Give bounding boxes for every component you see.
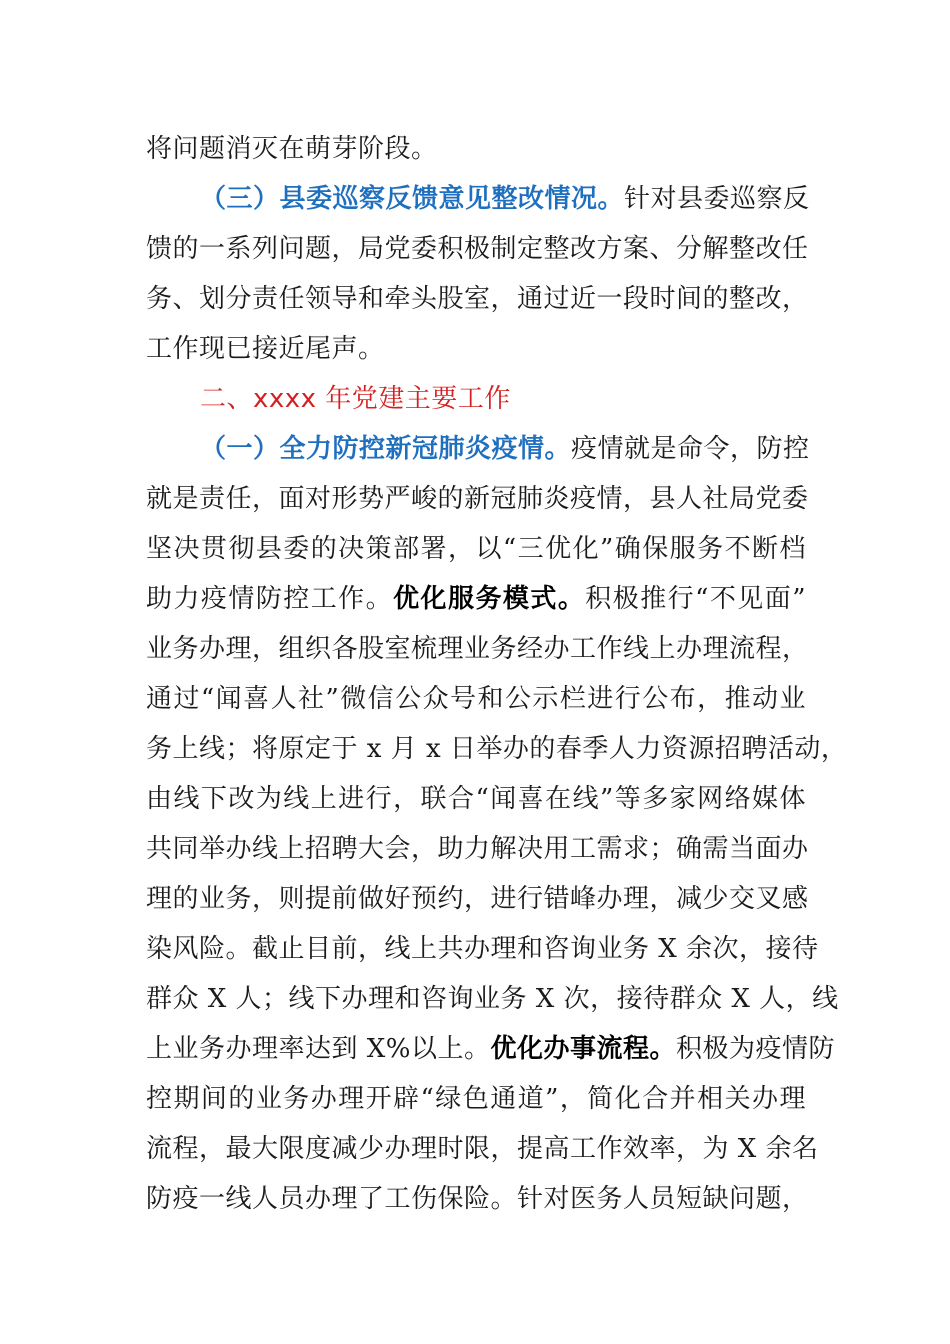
- text-line: [146, 224, 809, 274]
- line-text: 疫情就是命令，防控: [571, 434, 810, 464]
- section-title: 二、xxxx 年党建主要工作: [200, 384, 511, 414]
- line-text: 流程，最大限度减少办理时限，提高工作效率，为 X 余名: [146, 1134, 819, 1164]
- line-text: 务、划分责任领导和牵头股室，通过近一段时间的整改，: [146, 284, 809, 314]
- text-line: [146, 924, 819, 974]
- line-text: 业务办理，组织各股室梳理业务经办工作线上办理流程，: [146, 634, 809, 664]
- line-text: 积极推行“不见面”: [585, 584, 806, 614]
- line-text: 针对县委巡察反: [624, 184, 810, 214]
- line-text: 将问题消灭在萌芽阶段。: [146, 134, 438, 164]
- line-text: 共同举办线上招聘大会，助力解决用工需求；确需当面办: [146, 834, 809, 864]
- line-text: 助力疫情防控工作。: [146, 584, 394, 614]
- text-line: [146, 974, 839, 1024]
- text-line: [146, 724, 848, 774]
- line-text: 馈的一系列问题，局党委积极制定整改方案、分解整改任: [146, 234, 809, 264]
- subsection-heading: （三）县委巡察反馈意见整改情况。: [200, 184, 625, 214]
- text-line: [146, 1074, 806, 1124]
- text-line: [146, 274, 809, 324]
- line-text: 积极为疫情防: [676, 1034, 836, 1064]
- text-line: [146, 124, 806, 174]
- text-line: [146, 524, 806, 574]
- text-line: [146, 1024, 836, 1074]
- line-text: 务上线；将原定于 x 月 x 日举办的春季人力资源招聘活动，: [146, 734, 848, 764]
- text-line: [146, 174, 810, 224]
- text-line: [146, 324, 806, 374]
- line-text: 坚决贯彻县委的决策部署，以“三优化”确保服务不断档: [146, 534, 806, 564]
- line-text: 控期间的业务办理开辟“绿色通道”，简化合并相关办理: [146, 1084, 806, 1114]
- line-text: 染风险。截止目前，线上共办理和咨询业务 X 余次，接待: [146, 934, 819, 964]
- line-text: 上业务办理率达到 X%以上。: [146, 1034, 491, 1064]
- text-line: [146, 1174, 809, 1224]
- line-text: 群众 X 人；线下办理和咨询业务 X 次，接待群众 X 人，线: [146, 984, 839, 1014]
- text-line: [146, 1124, 819, 1174]
- inline-bold-heading: 优化办事流程。: [490, 1034, 676, 1064]
- text-line: [146, 674, 806, 724]
- subsection-heading: （一）全力防控新冠肺炎疫情。: [200, 434, 572, 464]
- document-page: [146, 124, 848, 1224]
- line-text: 由线下改为线上进行，联合“闻喜在线”等多家网络媒体: [146, 784, 806, 814]
- text-line: [146, 624, 809, 674]
- line-text: 防疫一线人员办理了工伤保险。针对医务人员短缺问题，: [146, 1184, 809, 1214]
- inline-bold-heading: 优化服务模式。: [393, 584, 586, 614]
- text-line: [146, 774, 806, 824]
- text-line: [146, 474, 809, 524]
- line-text: 工作现已接近尾声。: [146, 334, 385, 364]
- line-text: 通过“闻喜人社”微信公众号和公示栏进行公布，推动业: [146, 684, 806, 714]
- text-line: [146, 824, 809, 874]
- text-line: [146, 874, 809, 924]
- line-text: 就是责任，面对形势严峻的新冠肺炎疫情，县人社局党委: [146, 484, 809, 514]
- text-line: [146, 424, 810, 474]
- text-line: [146, 574, 806, 624]
- line-text: 理的业务，则提前做好预约，进行错峰办理，减少交叉感: [146, 884, 809, 914]
- section-title-line: [146, 374, 806, 424]
